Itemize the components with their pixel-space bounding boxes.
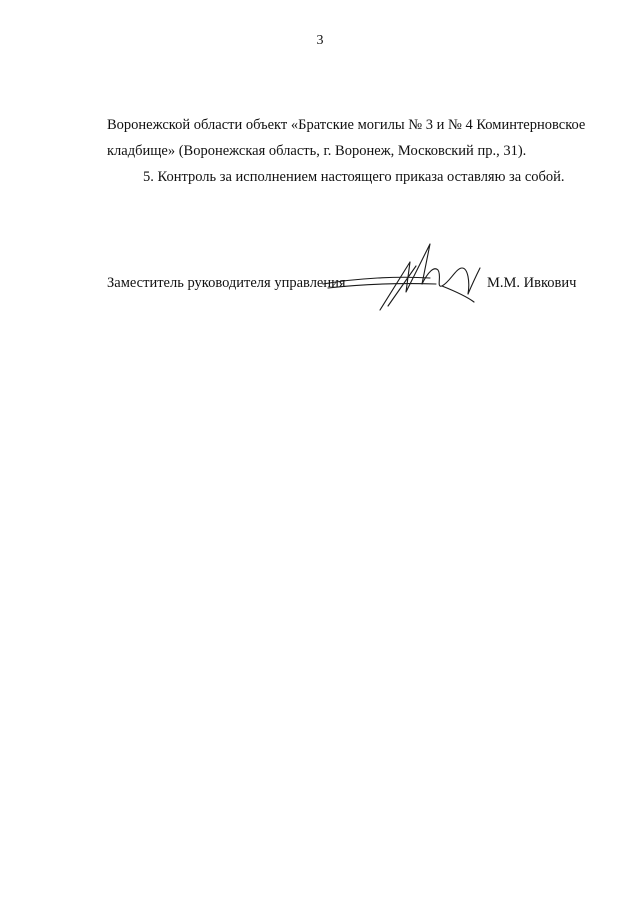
signer-title: Заместитель руководителя управления <box>107 275 346 291</box>
handwritten-signature <box>318 232 483 312</box>
paragraph-5: 5. Контроль за исполнением настоящего приказа оставляю за собой. <box>143 169 565 185</box>
body-text-line-1: Воронежской области объект «Братские могилы № 3 и № 4 Коминтерновское <box>107 117 586 133</box>
page-number: 3 <box>316 33 324 48</box>
signer-name: М.М. Ивкович <box>487 275 577 291</box>
body-text-line-2: кладбище» (Воронежская область, г. Воронеж, Московский пр., 31). <box>107 143 527 159</box>
